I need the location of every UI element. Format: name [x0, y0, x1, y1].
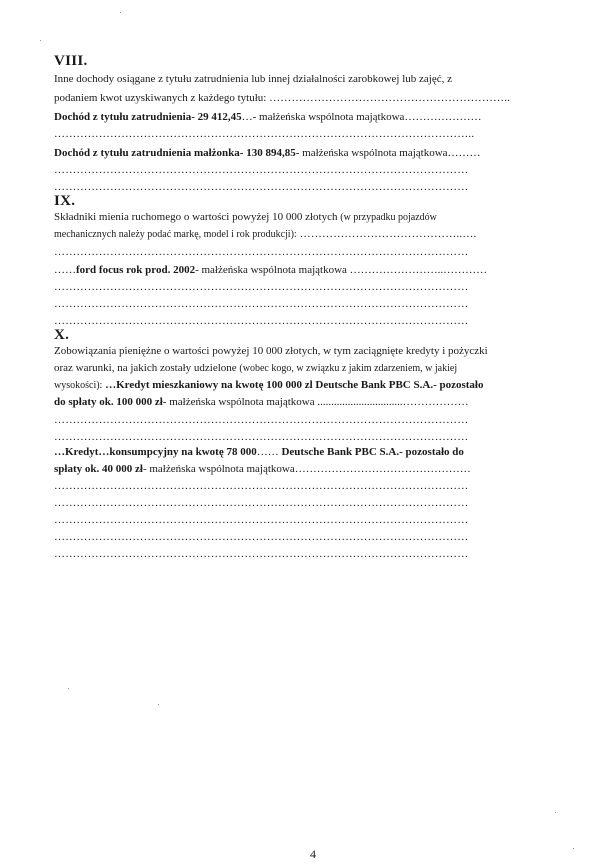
section-viii-item-2-ownership: - małżeńska wspólnota majątkowa………: [295, 147, 481, 159]
page-number: 4: [310, 847, 316, 861]
section-viii-item-1-continuation: …………………………………………………………………………………………………..: [54, 128, 475, 140]
section-x-credit-1-line-1: [54, 379, 542, 392]
section-x-blank-line: …………………………………………………………………………………………………: [54, 480, 469, 492]
section-ix-intro-line-1: [54, 211, 542, 224]
section-ix-intro-line-2: [54, 228, 542, 241]
section-x-credit-1-line-2: [54, 396, 542, 409]
scan-speck: [573, 848, 574, 849]
section-x-blank-line: …………………………………………………………………………………………………: [54, 531, 469, 543]
section-x-intro-note: (wobec kogo, w związku z jakim zdarzeniem, w jakiej: [239, 363, 458, 374]
scan-speck: [158, 704, 159, 705]
section-viii-blank-line: …………………………………………………………………………………………………: [54, 164, 469, 176]
section-viii-intro-line-1: Inne dochody osiągane z tytułu zatrudnienia lub innej działalności zarobkowej lub zajęć, z: [54, 73, 452, 85]
section-x-heading: X.: [54, 327, 70, 343]
section-ix-blank-line: …………………………………………………………………………………………………: [54, 298, 469, 310]
section-viii-item-1-ownership: …- małżeńska wspólnota majątkowa…………………: [241, 111, 482, 123]
section-x-intro-line-1: Zobowiązania pieniężne o wartości powyżej 10 000 złotych, w tym zaciągnięte kredyty i pożyczki: [54, 345, 488, 357]
section-ix-item-vehicle: ford focus rok prod. 2002: [76, 264, 196, 276]
section-x-credit-2-line-1: [54, 446, 542, 459]
section-viii-intro-dots: ………………………………………………………..: [269, 92, 511, 104]
section-viii-item-2: [54, 147, 542, 160]
section-x-credit-2-ownership: - małżeńska wspólnota majątkowa…………………………………………: [142, 463, 471, 475]
section-ix-intro-note-cont: mechanicznych należy podać markę, model i rok produkcji):: [54, 229, 297, 240]
section-ix-intro-dots: ……………………………………..….: [296, 228, 477, 240]
section-viii-item-1: [54, 111, 542, 124]
section-x-credit-2-line-2: [54, 463, 542, 476]
section-ix-item: [54, 264, 542, 277]
section-viii-intro-line-2: [54, 92, 542, 105]
section-viii-item-1-amount: Dochód z tytułu zatrudnienia- 29 412,45: [54, 111, 242, 123]
scan-speck: [40, 40, 41, 41]
section-x-blank-line: …………………………………………………………………………………………………: [54, 414, 469, 426]
section-ix-item-ownership: - małżeńska wspólnota majątkowa ……………………..…………: [195, 264, 488, 276]
section-ix-blank-line: …………………………………………………………………………………………………: [54, 281, 469, 293]
section-viii-heading: VIII.: [54, 53, 88, 69]
section-ix-blank-line: …………………………………………………………………………………………………: [54, 246, 469, 258]
section-ix-blank-line: …………………………………………………………………………………………………: [54, 315, 469, 327]
section-x-blank-line: …………………………………………………………………………………………………: [54, 548, 469, 560]
section-ix-intro-text: Składniki mienia ruchomego o wartości powyżej 10 000 złotych: [54, 211, 341, 223]
section-viii-item-2-amount: Dochód z tytułu zatrudnienia małżonka- 130 894,85: [54, 147, 296, 159]
section-viii-intro-text: podaniem kwot uzyskiwanych z każdego tytułu:: [54, 92, 267, 104]
section-x-intro-line-2: [54, 362, 542, 375]
section-x-credit-2-bank: Deutsche Bank PBC S.A.- pozostało do: [281, 446, 464, 458]
section-x-intro-text: oraz warunki, na jakich zostały udzielone: [54, 362, 240, 374]
section-x-credit-2-description: …Kredyt…konsumpcyjny na kwotę 78 000: [54, 446, 257, 458]
section-x-credit-2-remaining: spłaty ok. 40 000 zł: [54, 463, 143, 475]
scan-speck: [68, 688, 69, 689]
section-x-blank-line: …………………………………………………………………………………………………: [54, 497, 469, 509]
section-x-credit-1-description: …Kredyt mieszkaniowy na kwotę 100 000 zl Deutsche Bank PBC S.A.- pozostało: [102, 379, 484, 391]
section-x-blank-line: …………………………………………………………………………………………………: [54, 514, 469, 526]
scan-speck: [555, 812, 556, 813]
section-ix-intro-note: (w przypadku pojazdów: [340, 212, 437, 223]
section-ix-item-prefix: ……: [54, 264, 76, 276]
section-viii-blank-line: …………………………………………………………………………………………………: [54, 181, 469, 193]
section-x-credit-1-ownership: - małżeńska wspólnota majątkowa ...............................………………: [162, 396, 469, 408]
section-x-credit-2-separator: ……: [256, 446, 282, 458]
section-x-blank-line: …………………………………………………………………………………………………: [54, 431, 469, 443]
scan-speck: [120, 12, 121, 13]
section-x-credit-1-remaining: do spłaty ok. 100 000 zł: [54, 396, 163, 408]
section-x-intro-note-cont: wysokości):: [54, 380, 103, 391]
section-ix-heading: IX.: [54, 193, 76, 209]
